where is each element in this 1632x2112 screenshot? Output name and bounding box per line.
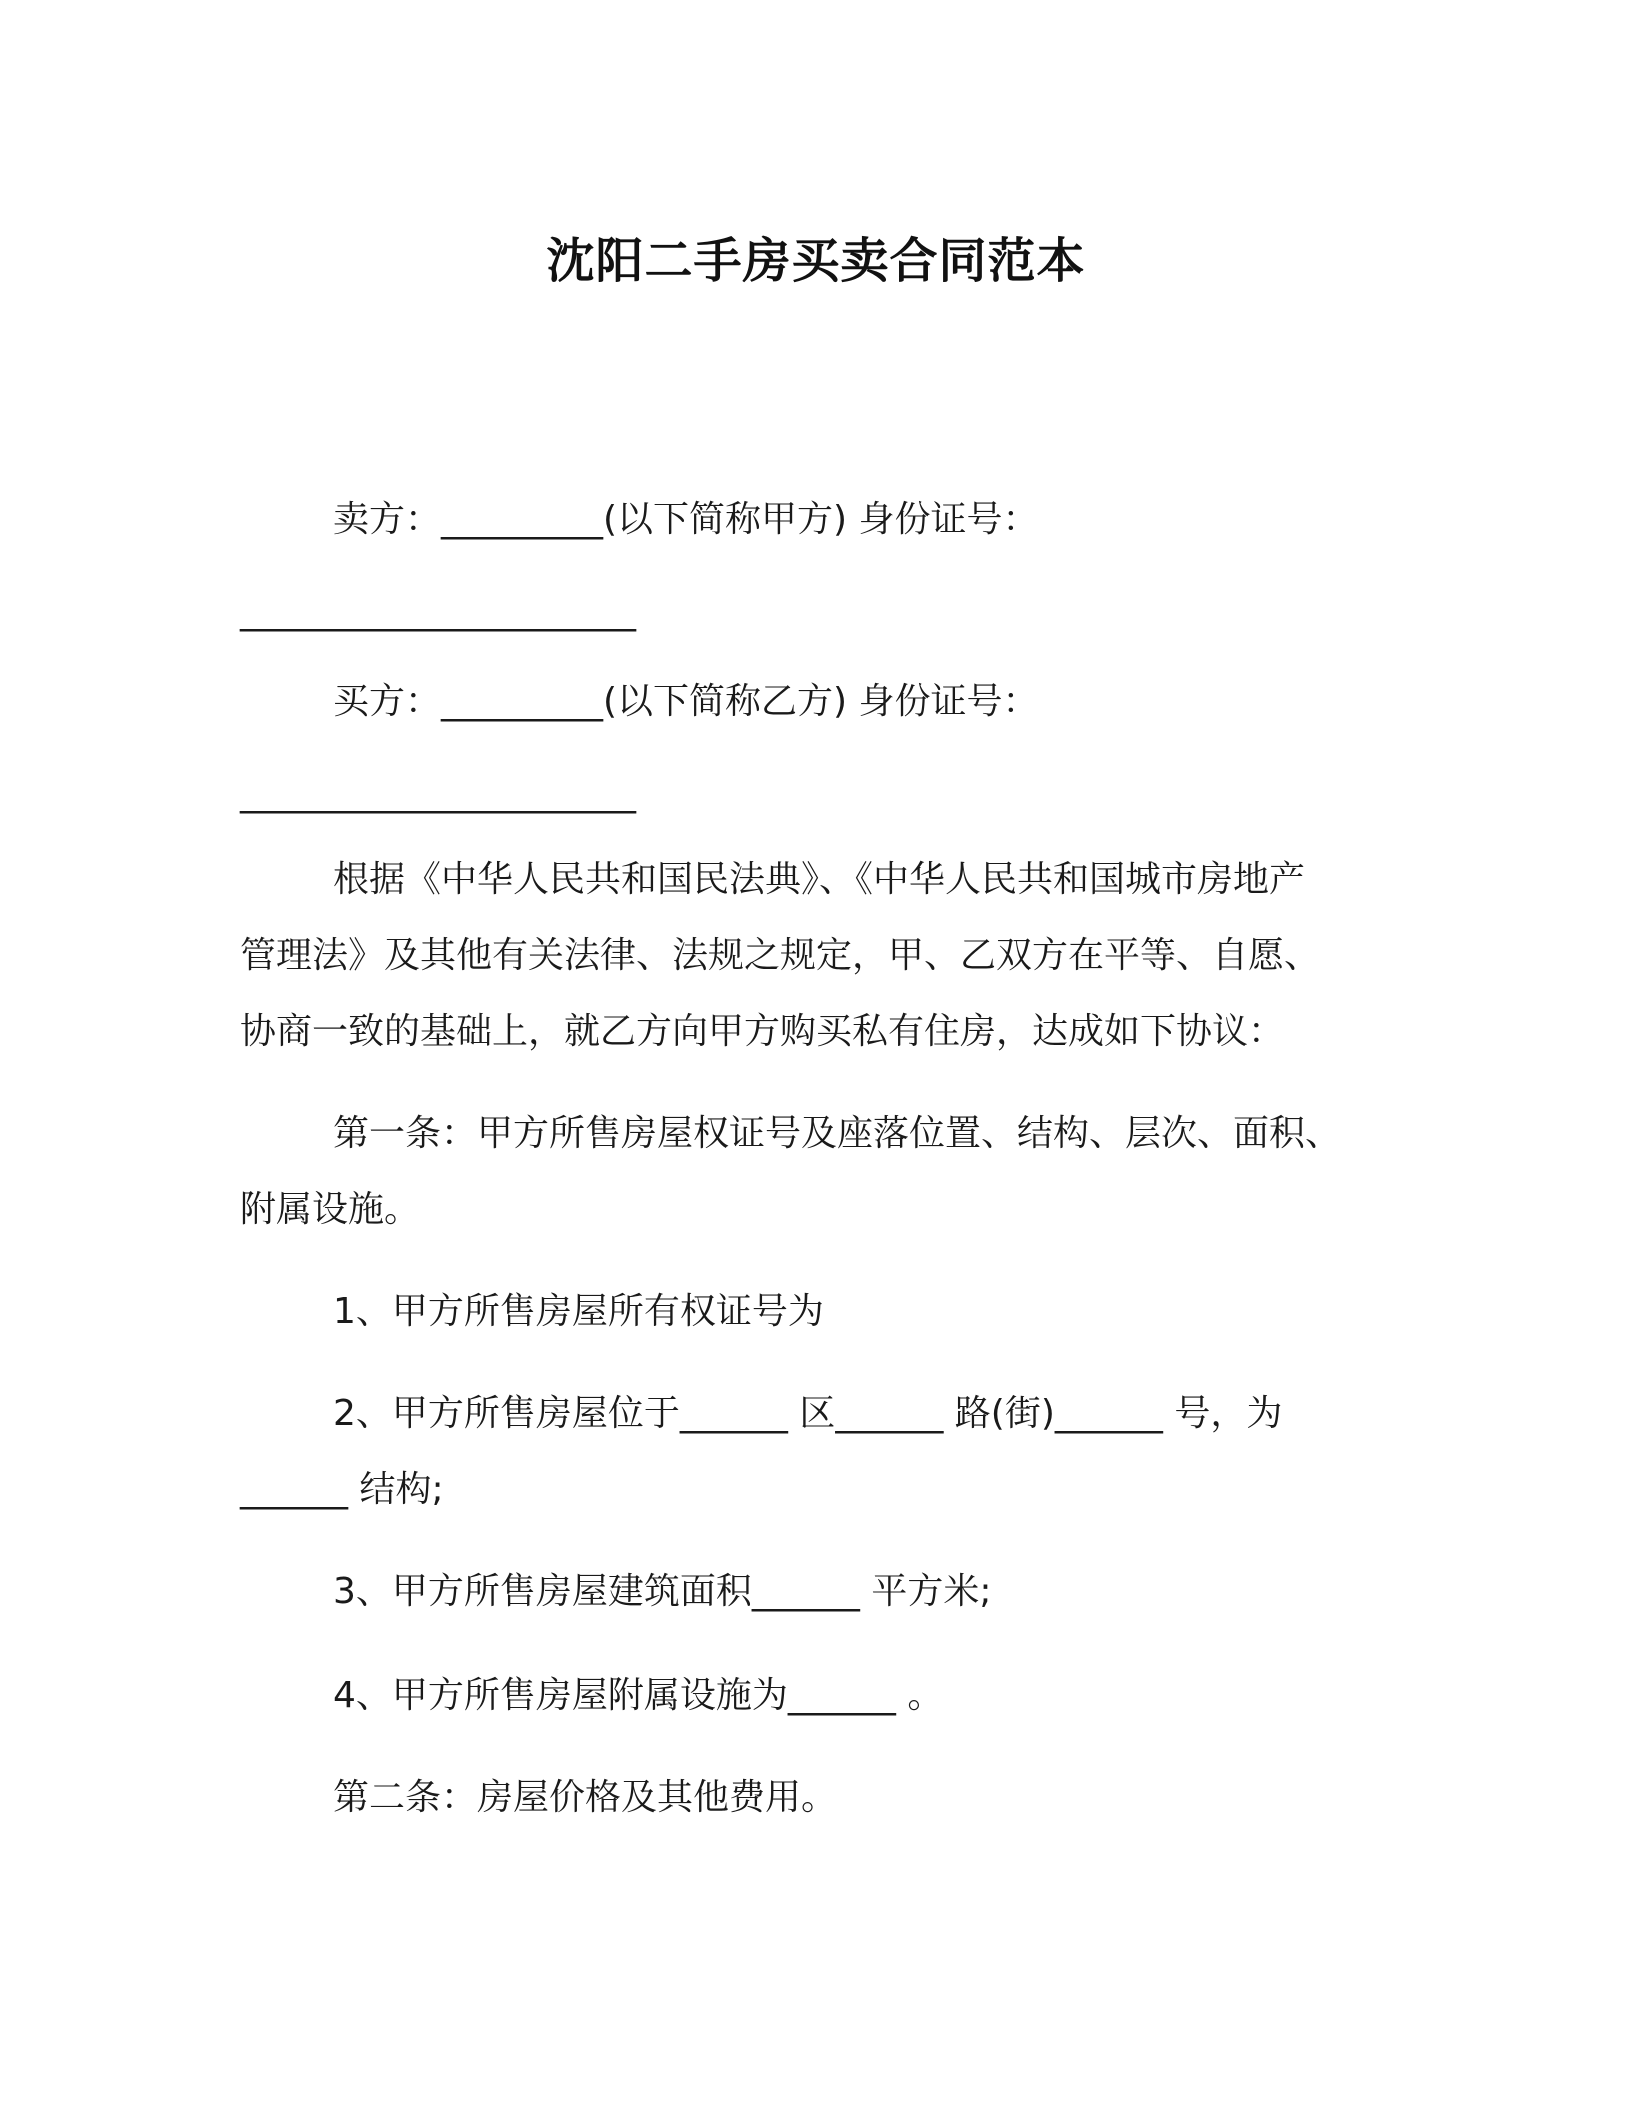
preamble-line-1: 根据《中华人民共和国民法典》、《中华人民共和国城市房地产 <box>333 859 1306 900</box>
buyer-line: 买方：_________(以下简称乙方) 身份证号： <box>333 681 1039 722</box>
clause-2-line-2: ______ 结构; <box>240 1469 444 1510</box>
clause-2-line-1: 2、甲方所售房屋位于______ 区______ 路(街)______ 号，为 <box>333 1393 1283 1434</box>
preamble-line-3: 协商一致的基础上，就乙方向甲方购买私有住房，达成如下协议： <box>240 1011 1285 1052</box>
seller-id-blank: ______________________ <box>240 591 636 632</box>
seller-line: 卖方：_________(以下简称甲方) 身份证号： <box>333 499 1039 540</box>
buyer-id-blank: ______________________ <box>240 773 636 814</box>
preamble-line-2: 管理法》及其他有关法律、法规之规定，甲、乙双方在平等、自愿、 <box>240 935 1321 976</box>
article-2-heading: 第二条：房屋价格及其他费用。 <box>333 1777 838 1818</box>
document-title: 沈阳二手房买卖合同范本 <box>546 233 1086 289</box>
clause-3: 3、甲方所售房屋建筑面积______ 平方米; <box>333 1571 992 1612</box>
clause-4: 4、甲方所售房屋附属设施为______ 。 <box>333 1675 944 1716</box>
clause-1: 1、甲方所售房屋所有权证号为 <box>333 1291 824 1332</box>
article-1-line-1: 第一条：甲方所售房屋权证号及座落位置、结构、层次、面积、 <box>333 1113 1342 1154</box>
article-1-line-2: 附属设施。 <box>240 1189 421 1230</box>
